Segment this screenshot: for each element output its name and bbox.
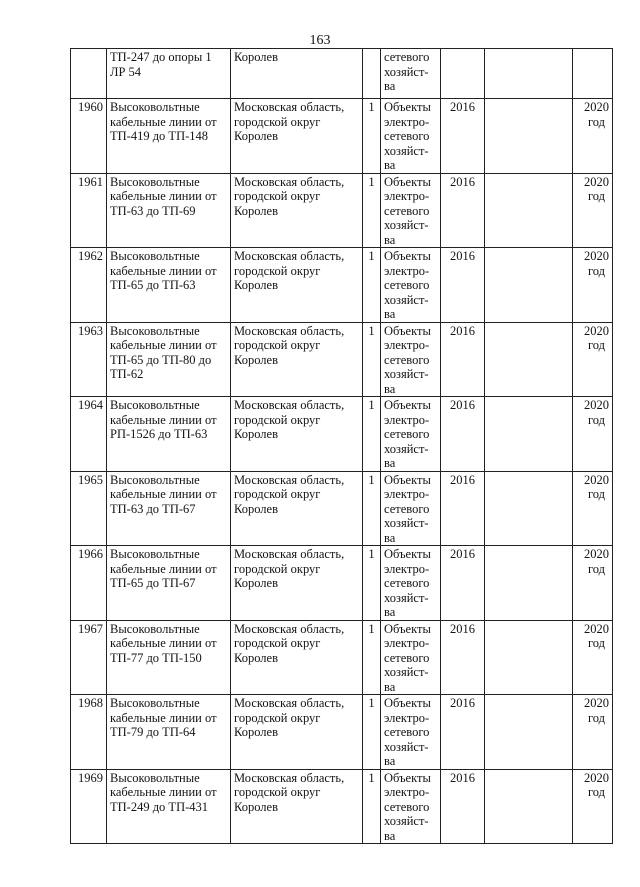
cell-number: 1968: [71, 695, 107, 770]
cell-year: 2016: [441, 546, 485, 621]
cell-empty: [485, 322, 573, 397]
cell-location: Московская область, городской округ Королев: [231, 397, 363, 472]
category-line: электро-: [384, 412, 430, 427]
cell-completion: [573, 769, 613, 844]
category-line: ва: [384, 307, 396, 321]
category-line: хозяйст-: [384, 218, 429, 232]
cell-year: 2016: [441, 695, 485, 770]
cell-location: Королев: [231, 49, 363, 99]
category-line: ва: [384, 530, 396, 545]
category-line: сетевого: [384, 278, 430, 292]
cell-quantity: 1: [363, 620, 381, 695]
cell-year: [441, 49, 485, 99]
cell-empty: [485, 99, 573, 174]
category-line: электро-: [384, 487, 430, 501]
category-line: Объекты: [384, 472, 431, 487]
cell-name: Высоковольтные кабельные линии от ТП-249 до ТП-431: [107, 769, 231, 844]
cell-quantity: 1: [363, 322, 381, 397]
cell-completion: [573, 471, 613, 546]
cell-name: Высоковольтные кабельные линии от ТП-79 до ТП-64: [107, 695, 231, 770]
category-line: Объекты: [384, 398, 431, 412]
completion-suffix: год: [587, 487, 606, 501]
table-row: [71, 99, 613, 174]
cell-category: [381, 471, 441, 546]
cell-name: Высоковольтные кабельные линии от ТП-63 до ТП-69: [107, 173, 231, 248]
category-line: хозяйст-: [384, 814, 429, 828]
cell-empty: [485, 49, 573, 99]
category-line: хозяйст-: [384, 441, 429, 456]
cell-completion: [573, 695, 613, 770]
completion-suffix: год: [587, 189, 606, 203]
cell-completion: [573, 546, 613, 621]
cell-category: [381, 620, 441, 695]
category-line: сетевого: [384, 352, 430, 367]
category-line: Объекты: [384, 696, 431, 710]
category-line: ва: [384, 381, 396, 396]
completion-year: 2020: [584, 621, 609, 636]
continuation-row: [71, 49, 613, 99]
table-row: [71, 173, 613, 248]
category-line: Объекты: [384, 174, 431, 189]
cell-location: Московская область, городской округ Королев: [231, 471, 363, 546]
cell-empty: [485, 173, 573, 248]
category-line: ва: [384, 605, 396, 619]
completion-suffix: год: [587, 338, 606, 352]
completion-year: 2020: [584, 472, 609, 487]
category-line: сетевого: [384, 129, 430, 143]
category-line: электро-: [384, 263, 430, 278]
category-line: сетевого: [384, 650, 430, 665]
cell-completion: [573, 173, 613, 248]
cell-completion: [573, 397, 613, 472]
cell-category: [381, 173, 441, 248]
cell-empty: [485, 769, 573, 844]
cell-completion: [573, 322, 613, 397]
cell-name: Высоковольтные кабельные линии от ТП-65 до ТП-80 до ТП-62: [107, 322, 231, 397]
category-line: хозяйст-: [384, 367, 429, 381]
cell-number: 1960: [71, 99, 107, 174]
cell-quantity: 1: [363, 397, 381, 472]
category-line: сетевого: [384, 799, 430, 814]
category-line: электро-: [384, 189, 430, 203]
table-row: [71, 397, 613, 472]
category-line: хозяйст-: [384, 64, 429, 79]
cell-empty: [485, 695, 573, 770]
cell-name: Высоковольтные кабельные линии от РП-1526 до ТП-63: [107, 397, 231, 472]
completion-year: 2020: [584, 249, 609, 263]
category-line: электро-: [384, 114, 430, 129]
table-row: [71, 695, 613, 770]
completion-year: 2020: [584, 770, 609, 785]
cell-number: 1962: [71, 248, 107, 323]
cell-number: 1969: [71, 769, 107, 844]
cell-name: Высоковольтные кабельные линии от ТП-63 до ТП-67: [107, 471, 231, 546]
cell-quantity: 1: [363, 173, 381, 248]
cell-category: [381, 546, 441, 621]
cell-quantity: 1: [363, 99, 381, 174]
category-line: ва: [384, 828, 396, 843]
cell-quantity: 1: [363, 248, 381, 323]
cell-number: 1961: [71, 173, 107, 248]
cell-name: Высоковольтные кабельные линии от ТП-65 до ТП-67: [107, 546, 231, 621]
cell-year: 2016: [441, 397, 485, 472]
completion-suffix: год: [587, 263, 606, 278]
cell-location: Московская область, городской округ Королев: [231, 99, 363, 174]
category-line: Объекты: [384, 547, 431, 561]
category-line: хозяйст-: [384, 292, 429, 307]
category-line: ва: [384, 79, 396, 93]
category-line: ва: [384, 232, 396, 247]
cell-location: Московская область, городской округ Королев: [231, 173, 363, 248]
category-line: Объекты: [384, 621, 431, 636]
cell-category: [381, 99, 441, 174]
cell-empty: [485, 546, 573, 621]
category-line: сетевого: [384, 203, 430, 218]
category-line: сетевого: [384, 576, 430, 590]
cell-category: [381, 397, 441, 472]
completion-suffix: год: [587, 636, 606, 650]
category-line: сетевого: [384, 50, 430, 64]
cell-location: Московская область, городской округ Королев: [231, 620, 363, 695]
cell-category: [381, 322, 441, 397]
category-line: хозяйст-: [384, 590, 429, 605]
cell-number: 1966: [71, 546, 107, 621]
category-line: электро-: [384, 338, 430, 352]
category-line: сетевого: [384, 427, 430, 441]
cell-location: Московская область, городской округ Королев: [231, 546, 363, 621]
cell-quantity: 1: [363, 471, 381, 546]
category-line: электро-: [384, 636, 430, 650]
table-row: [71, 248, 613, 323]
completion-year: 2020: [584, 100, 609, 114]
cell-number: [71, 49, 107, 99]
registry-table: [70, 48, 613, 844]
completion-suffix: год: [587, 710, 606, 725]
category-line: Объекты: [384, 323, 431, 338]
cell-year: 2016: [441, 769, 485, 844]
category-line: ва: [384, 456, 396, 470]
completion-year: 2020: [584, 174, 609, 189]
cell-category: [381, 248, 441, 323]
category-line: электро-: [384, 561, 430, 576]
cell-category: [381, 49, 441, 99]
category-line: хозяйст-: [384, 665, 429, 679]
cell-year: 2016: [441, 99, 485, 174]
completion-suffix: год: [587, 412, 606, 427]
category-line: ва: [384, 754, 396, 768]
cell-name: ТП-247 до опоры 1 ЛР 54: [107, 49, 231, 99]
cell-location: Московская область, городской округ Королев: [231, 769, 363, 844]
cell-year: 2016: [441, 248, 485, 323]
cell-quantity: 1: [363, 546, 381, 621]
category-line: ва: [384, 679, 396, 694]
completion-year: 2020: [584, 398, 609, 412]
category-line: хозяйст-: [384, 143, 429, 158]
cell-year: 2016: [441, 173, 485, 248]
cell-quantity: [363, 49, 381, 99]
completion-year: 2020: [584, 696, 609, 710]
cell-name: Высоковольтные кабельные линии от ТП-77 до ТП-150: [107, 620, 231, 695]
cell-completion: [573, 248, 613, 323]
category-line: сетевого: [384, 501, 430, 516]
cell-number: 1965: [71, 471, 107, 546]
category-line: ва: [384, 158, 396, 172]
cell-number: 1967: [71, 620, 107, 695]
cell-empty: [485, 248, 573, 323]
category-line: электро-: [384, 785, 430, 799]
cell-name: Высоковольтные кабельные линии от ТП-65 до ТП-63: [107, 248, 231, 323]
cell-number: 1963: [71, 322, 107, 397]
completion-suffix: год: [587, 114, 606, 129]
cell-quantity: 1: [363, 769, 381, 844]
cell-category: [381, 695, 441, 770]
category-line: Объекты: [384, 100, 431, 114]
category-line: хозяйст-: [384, 739, 429, 754]
cell-quantity: 1: [363, 695, 381, 770]
cell-empty: [485, 397, 573, 472]
cell-completion: [573, 99, 613, 174]
cell-year: 2016: [441, 471, 485, 546]
cell-location: Московская область, городской округ Королев: [231, 248, 363, 323]
cell-category: [381, 769, 441, 844]
table-row: [71, 620, 613, 695]
completion-year: 2020: [584, 323, 609, 338]
table-row: [71, 546, 613, 621]
category-line: хозяйст-: [384, 516, 429, 530]
cell-completion: [573, 49, 613, 99]
table-row: [71, 322, 613, 397]
cell-empty: [485, 620, 573, 695]
table-row: [71, 471, 613, 546]
cell-completion: [573, 620, 613, 695]
table-row: [71, 769, 613, 844]
category-line: Объекты: [384, 770, 431, 785]
category-line: сетевого: [384, 725, 430, 739]
category-line: электро-: [384, 710, 430, 725]
completion-suffix: год: [587, 785, 606, 799]
cell-year: 2016: [441, 322, 485, 397]
completion-suffix: год: [587, 561, 606, 576]
completion-year: 2020: [584, 547, 609, 561]
cell-location: Московская область, городской округ Королев: [231, 322, 363, 397]
cell-number: 1964: [71, 397, 107, 472]
cell-year: 2016: [441, 620, 485, 695]
cell-location: Московская область, городской округ Королев: [231, 695, 363, 770]
cell-name: Высоковольтные кабельные линии от ТП-419 до ТП-148: [107, 99, 231, 174]
category-line: Объекты: [384, 249, 431, 263]
cell-empty: [485, 471, 573, 546]
page-number: 163: [309, 33, 331, 48]
